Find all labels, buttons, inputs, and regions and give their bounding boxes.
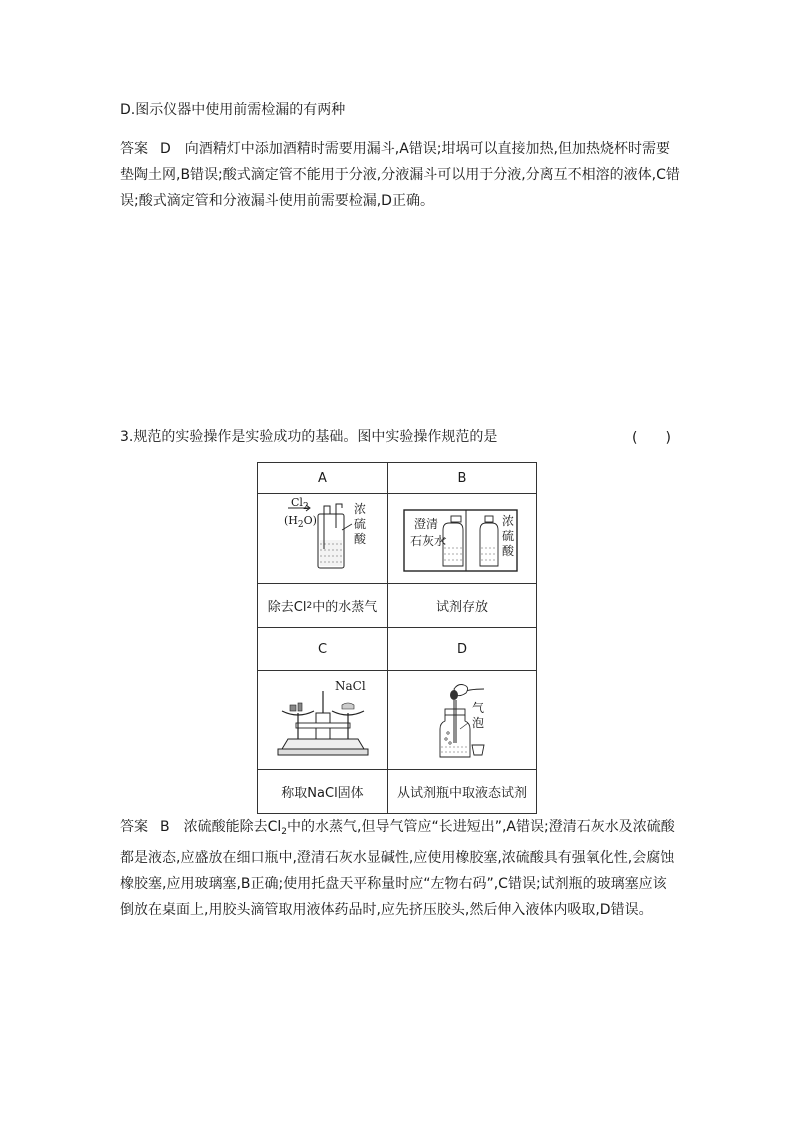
- figure-d-dropper: [388, 671, 536, 769]
- answer-label: 答案: [120, 141, 148, 157]
- figure-b-reagent-storage: [388, 494, 536, 583]
- answer-bracket: ( ): [632, 430, 671, 446]
- option-d: D.图示仪器中使用前需检漏的有两种: [120, 102, 346, 118]
- answer-2: [120, 136, 680, 214]
- caption-a: 除去Cl 2 中的水蒸气: [267, 600, 378, 615]
- answer-choice: D: [160, 141, 171, 157]
- figure-c-balance: [258, 671, 387, 769]
- figure-d-bubble-label: 气 泡: [472, 701, 485, 730]
- answer-text: 向酒精灯中添加酒精时需要用漏斗,A错误;坩埚可以直接加热,但加热烧杯时需要垫陶土网,B错误;酸式滴定管不能用于分液,分液漏斗可以用于分液,分离互不相溶的液体,C错误;酸式滴定管和分液漏斗使用前需要检漏,D正确。: [120, 141, 680, 209]
- cell-letter-a: A: [318, 470, 327, 486]
- caption-b: 试剂存放: [435, 600, 488, 615]
- caption-c: 称取NaCl固体: [281, 786, 364, 801]
- answer-label: 答案: [120, 819, 148, 835]
- caption-d: 从试剂瓶中取液态试剂: [396, 786, 527, 801]
- figure-b-limewater-label: 澄清 石灰水: [410, 517, 447, 548]
- figure-c-nacl-label: NaCl: [335, 679, 366, 693]
- answer-text-pre: 浓硫酸能除去Cl: [183, 819, 282, 835]
- figure-b-acid-label: 浓 硫 酸: [502, 514, 515, 558]
- dropper-bottle-icon: [388, 671, 536, 769]
- figure-a-acid-label: 浓 硫 酸: [354, 502, 367, 546]
- figure-a-water-label: $(H_2O)$: [284, 514, 317, 530]
- gas-washing-bottle-icon: [258, 494, 387, 583]
- cell-letter-b: B: [457, 470, 467, 486]
- options-table: [257, 462, 537, 814]
- cell-letter-c: C: [317, 641, 328, 657]
- figure-a-gas-label: $Cl_2$: [291, 496, 309, 512]
- answer-text-sub: 2: [281, 827, 288, 837]
- answer-3: [120, 814, 680, 923]
- cell-letter-d: D: [456, 641, 467, 657]
- answer-choice: B: [160, 819, 170, 835]
- answer-text-post: 中的水蒸气,但导气管应“长进短出”,A错误;澄清石灰水及浓硫酸都是液态,应盛放在细口瓶中,澄清石灰水显碱性,应使用橡胶塞,浓硫酸具有强氧化性,会腐蚀橡胶塞,应用玻璃塞,B正确;使用托盘天平称量时应“左物右码”,C错误;试剂瓶的玻璃塞应该倒放在桌面上,用胶头滴管取用液体药品时,应先挤压胶头,然后伸入液体内吸取,D错误。: [120, 819, 675, 918]
- balance-icon: [258, 671, 387, 769]
- figure-a-gas-washing-bottle: [258, 494, 387, 583]
- question-3-stem: 3.规范的实验操作是实验成功的基础。图中实验操作规范的是: [120, 429, 498, 445]
